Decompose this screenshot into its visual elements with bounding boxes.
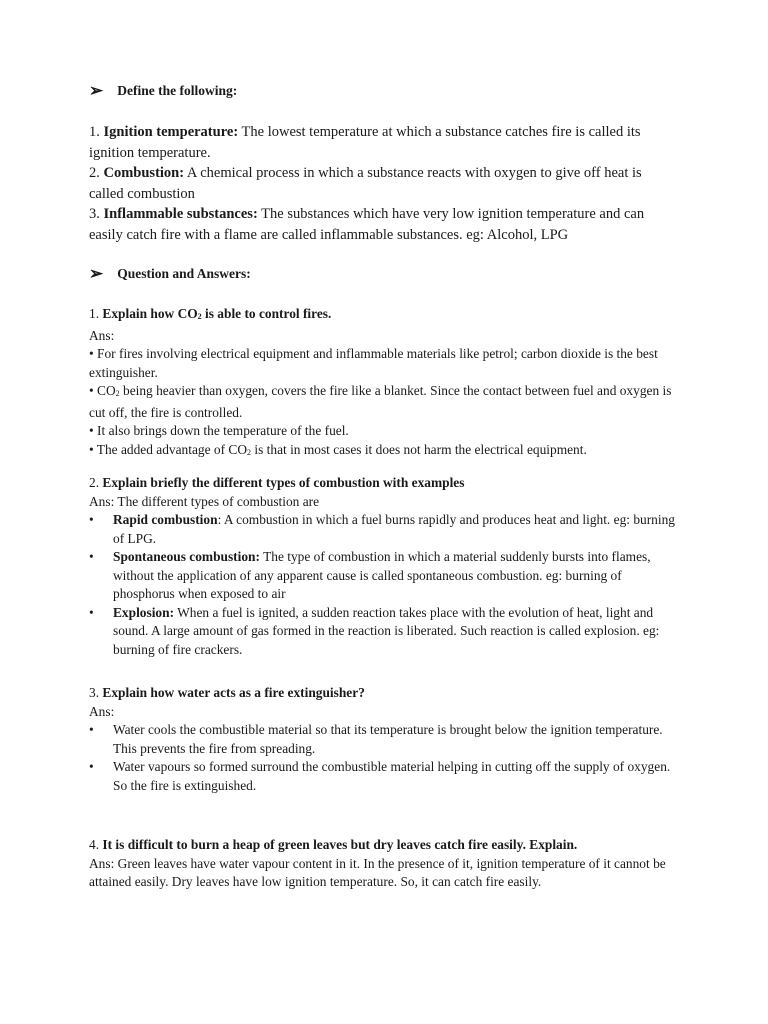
question-title: 4. It is difficult to burn a heap of green leaves but dry leaves catch fire easily. Explain. (89, 837, 578, 852)
list-item: • Water vapours so formed surround the combustible material helping in cutting off the supply of oxygen. So the fire is extinguished. (89, 759, 671, 793)
question-block-2 (89, 474, 684, 659)
bullet-icon: • (89, 549, 94, 564)
list-item: • Spontaneous combustion: The type of combustion in which a material suddenly bursts into flames, without the application of any apparent cause is called spontaneous combustion. eg: burning of phosphorus when exposed to air (89, 549, 651, 601)
answer-point: • $CO_2$ being heavier than oxygen, covers the fire like a blanket. Since the contact between fuel and oxygen is cut off, the fire is controlled. (89, 383, 672, 420)
list-item: • Water cools the combustible material so that its temperature is brought below the ignition temperature. This prevents the fire from spreading. (89, 722, 663, 756)
question-title: 2. Explain briefly the different types of combustion with examples (89, 475, 465, 490)
definition-text: The substances which have very low ignition temperature and can easily catch fire with a flame are called inflammable substances. eg: Alcohol, LPG (89, 206, 645, 243)
bullet-icon: • (89, 759, 94, 774)
definition-text: A chemical process in which a substance reacts with oxygen to give off heat is called combustion (89, 165, 642, 202)
question-title: 3. Explain how water acts as a fire extinguisher? (89, 685, 365, 700)
answer-text: Ans: Green leaves have water vapour content in it. In the presence of it, ignition temperature of it cannot be attained easily. Dry leaves have low ignition temperature. So, it can catch fire easily. (89, 855, 666, 889)
definition-item (89, 163, 679, 204)
arrow-bullet-icon: ➢ (89, 264, 104, 283)
definition-number: 2. (89, 165, 100, 181)
question-block-1 (89, 305, 684, 462)
definition-item (89, 204, 679, 245)
definition-number: 1. (89, 124, 100, 140)
definition-text: The lowest temperature at which a substance catches fire is called its ignition temperature. (89, 124, 641, 161)
bullet-icon: • (89, 604, 94, 620)
answer-point: • It also brings down the temperature of the fuel. (89, 423, 349, 438)
section-heading-definitions (89, 82, 689, 99)
answer-point: • The added advantage of $CO_2$ is that in most cases it does not harm the electrical equipment. (89, 441, 587, 457)
definition-term: Inflammable substances: (103, 206, 258, 222)
question-block-3 (89, 684, 684, 795)
bullet-icon: • (89, 512, 94, 527)
definition-item (89, 122, 679, 163)
definition-number: 3. (89, 206, 100, 222)
question-title: 1. Explain how $CO_2$ is able to control fires. (89, 306, 332, 321)
answer-label: Ans: (89, 327, 115, 343)
definition-term: Combustion: (103, 165, 185, 181)
arrow-bullet-icon: ➢ (89, 81, 104, 100)
list-item: • Explosion: When a fuel is ignited, a sudden reaction takes place with the evolution of heat, light and sound. A large amount of gas formed in the reaction is liberated. Such reaction is called explosion. eg: burning of fire crackers. (89, 604, 660, 657)
answer-label: Ans: The different types of combustion are (89, 493, 320, 509)
answer-label: Ans: (89, 703, 115, 719)
bullet-icon: • (89, 722, 94, 737)
question-block-4 (89, 836, 684, 892)
section-heading-qa (89, 265, 689, 282)
list-item: • Rapid combustion: A combustion in which a fuel burns rapidly and produces heat and light. eg: burning of LPG. (89, 512, 675, 546)
answer-point: • For fires involving electrical equipment and inflammable materials like petrol; carbon dioxide is the best extinguisher. (89, 346, 658, 380)
definition-term: Ignition temperature: (103, 124, 239, 140)
section-heading-text: Define the following: (117, 82, 238, 98)
section-heading-text: Question and Answers: (117, 265, 251, 281)
definitions-list (89, 122, 679, 245)
